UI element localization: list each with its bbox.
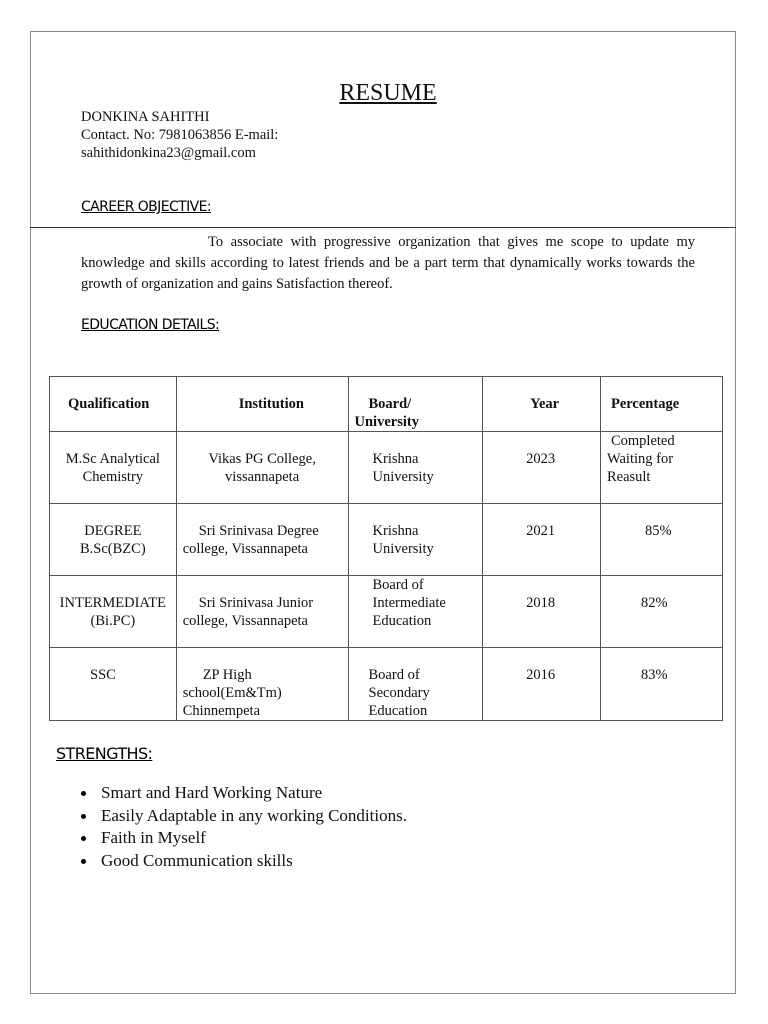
cell-institution: Sri Srinivasa Junior college, Vissannapeta (176, 576, 348, 648)
career-objective-colon: : (206, 199, 211, 215)
strengths-heading: STRENGTHS: (56, 744, 153, 763)
career-objective-body: To associate with progressive organization that gives me scope to update my knowledge and skills according to latest friends and be a part term that dynamically works towards the growth of organization and gains Satisfaction thereof. (81, 234, 695, 292)
cell-qualification: DEGREE B.Sc(BZC) (50, 504, 177, 576)
cell-percentage: Completed Waiting for Reasult (600, 432, 722, 504)
career-objective-label: CAREER OBJECTIVE (81, 199, 207, 215)
list-item: Easily Adaptable in any working Conditions. (81, 805, 407, 828)
cell-year: 2021 (483, 504, 601, 576)
career-objective-heading (81, 199, 211, 215)
strengths-list (81, 782, 407, 872)
education-heading: EDUCATION DETAILS: (81, 317, 220, 333)
cell-percentage: 85% (600, 504, 722, 576)
header-qualification: Qualification (50, 377, 177, 432)
cell-board: Board of Secondary Education (348, 648, 483, 721)
cell-percentage: 82% (600, 576, 722, 648)
education-table (49, 376, 723, 721)
cell-institution: Sri Srinivasa Degree college, Vissannapeta (176, 504, 348, 576)
table-row (50, 648, 723, 721)
section-divider (30, 227, 736, 228)
cell-institution: Vikas PG College, vissannapeta (176, 432, 348, 504)
career-objective-text (81, 232, 695, 295)
table-row (50, 504, 723, 576)
cell-qualification: M.Sc Analytical Chemistry (50, 432, 177, 504)
cell-year: 2018 (483, 576, 601, 648)
list-item: Good Communication skills (81, 850, 407, 873)
header-year: Year (483, 377, 601, 432)
document-title: RESUME (339, 80, 437, 106)
header-board: Board/ University (348, 377, 483, 432)
table-row (50, 432, 723, 504)
header-percentage: Percentage (600, 377, 722, 432)
table-row (50, 576, 723, 648)
cell-percentage: 83% (600, 648, 722, 721)
cell-year: 2016 (483, 648, 601, 721)
cell-board: Krishna University (348, 504, 483, 576)
contact-block (81, 108, 278, 162)
header-institution: Institution (176, 377, 348, 432)
cell-qualification: INTERMEDIATE (Bi.PC) (50, 576, 177, 648)
contact-line: Contact. No: 7981063856 E-mail: (81, 127, 279, 143)
cell-institution: ZP High school(Em&Tm) Chinnempeta (176, 648, 348, 721)
table-header-row (50, 377, 723, 432)
cell-board: Krishna University (348, 432, 483, 504)
email-address: sahithidonkina23@gmail.com (81, 145, 256, 161)
list-item: Faith in Myself (81, 827, 407, 850)
cell-qualification: SSC (50, 648, 177, 721)
cell-year: 2023 (483, 432, 601, 504)
cell-board: Board of Intermediate Education (348, 576, 483, 648)
candidate-name: DONKINA SAHITHI (81, 109, 210, 125)
list-item: Smart and Hard Working Nature (81, 782, 407, 805)
